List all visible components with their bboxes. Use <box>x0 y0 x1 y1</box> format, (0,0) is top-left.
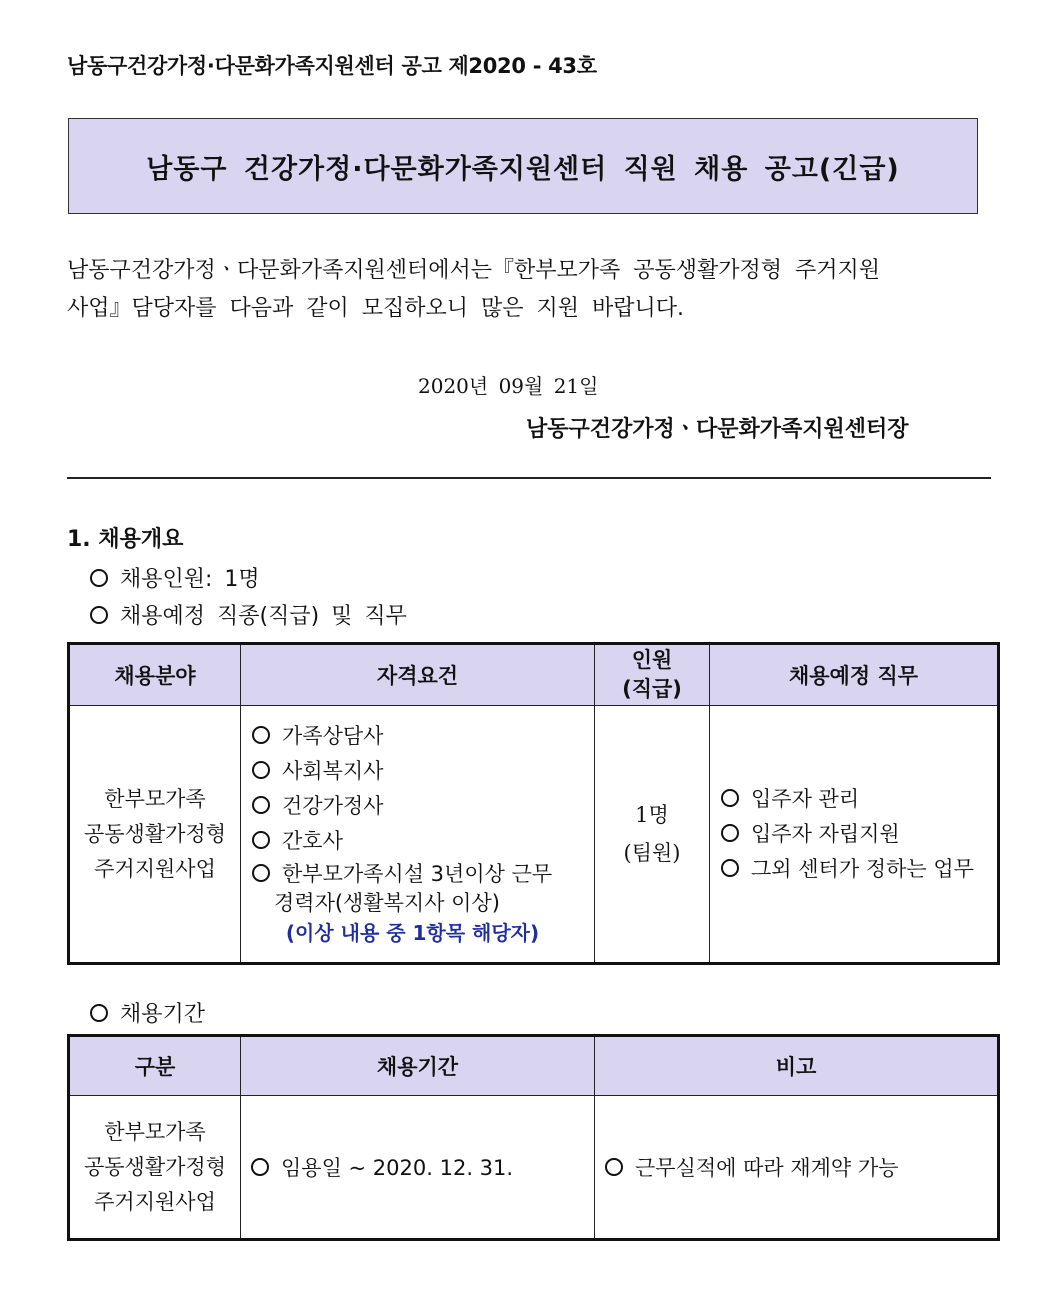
list-item: 그외 센터가 정하는 업무 <box>721 852 996 887</box>
table-row <box>69 1096 999 1240</box>
intro-line-1: 남동구건강가정ㆍ다문화가족지원센터에서는『한부모가족 공동생활가정형 주거지원 <box>67 258 881 283</box>
circle-bullet-icon <box>252 796 270 814</box>
jobs-table <box>67 642 1000 965</box>
circle-bullet-icon <box>90 606 108 624</box>
list-item: 한부모가족시설 3년이상 근무 <box>252 859 593 889</box>
list-item: 가족상담사 <box>252 719 593 754</box>
cell-period: 임용일 ~ 2020. 12. 31. <box>241 1096 595 1240</box>
header-field: 채용분야 <box>69 644 241 706</box>
circle-bullet-icon <box>251 1158 269 1176</box>
intro-line-2: 사업』담당자를 다음과 같이 모집하오니 많은 지원 바랍니다. <box>67 296 685 321</box>
list-item-continued: 경력자(생활복지사 이상) <box>274 891 500 915</box>
circle-bullet-icon <box>721 789 739 807</box>
duty-list <box>711 782 996 887</box>
cell-category: 한부모가족 공동생활가정형 주거지원사업 <box>69 1096 241 1240</box>
circle-bullet-icon <box>90 569 108 587</box>
header-category: 구분 <box>69 1036 241 1096</box>
divider <box>67 477 991 479</box>
circle-bullet-icon <box>252 864 270 882</box>
table-header-row <box>69 1036 999 1096</box>
list-item: 입주자 자립지원 <box>721 817 996 852</box>
circle-bullet-icon <box>605 1158 623 1176</box>
header-qualifications: 자격요건 <box>241 644 595 706</box>
header-remarks: 비고 <box>595 1036 999 1096</box>
header-period: 채용기간 <box>241 1036 595 1096</box>
bullet-period: 채용기간 <box>90 997 205 1028</box>
table-header-row <box>69 644 999 706</box>
cell-remarks: 근무실적에 따라 재계약 가능 <box>595 1096 999 1240</box>
period-table <box>67 1034 1000 1241</box>
list-item: 간호사 <box>252 824 593 859</box>
section-heading: 1. 채용개요 <box>67 527 184 552</box>
page-title: 남동구 건강가정·다문화가족지원센터 직원 채용 공고(긴급) <box>146 153 900 185</box>
notice-number: 남동구건강가정·다문화가족지원센터 공고 제2020 - 43호 <box>67 54 597 78</box>
circle-bullet-icon <box>721 859 739 877</box>
circle-bullet-icon <box>90 1004 108 1022</box>
cell-headcount: 1명 (팀원) <box>595 706 710 964</box>
bullet-jobs: 채용예정 직종(직급) 및 직무 <box>90 599 407 630</box>
list-item: 입주자 관리 <box>721 782 996 817</box>
notice-date: 2020년 09월 21일 <box>418 374 599 398</box>
qualification-note: (이상 내용 중 1항목 해당자) <box>285 921 540 945</box>
circle-bullet-icon <box>721 824 739 842</box>
title-box <box>68 118 978 214</box>
list-item: 건강가정사 <box>252 789 593 824</box>
cell-qualifications <box>241 706 595 964</box>
issuer-name: 남동구건강가정ㆍ다문화가족지원센터장 <box>526 417 909 442</box>
cell-field: 한부모가족 공동생활가정형 주거지원사업 <box>69 706 241 964</box>
header-headcount: 인원 (직급) <box>595 644 710 706</box>
list-item: 사회복지사 <box>252 754 593 789</box>
cell-duties <box>710 706 999 964</box>
circle-bullet-icon <box>252 831 270 849</box>
header-duties: 채용예정 직무 <box>710 644 999 706</box>
qualification-list <box>242 719 593 917</box>
circle-bullet-icon <box>252 761 270 779</box>
intro-paragraph <box>67 252 987 328</box>
table-row <box>69 706 999 964</box>
circle-bullet-icon <box>252 726 270 744</box>
bullet-headcount: 채용인원: 1명 <box>90 562 260 593</box>
